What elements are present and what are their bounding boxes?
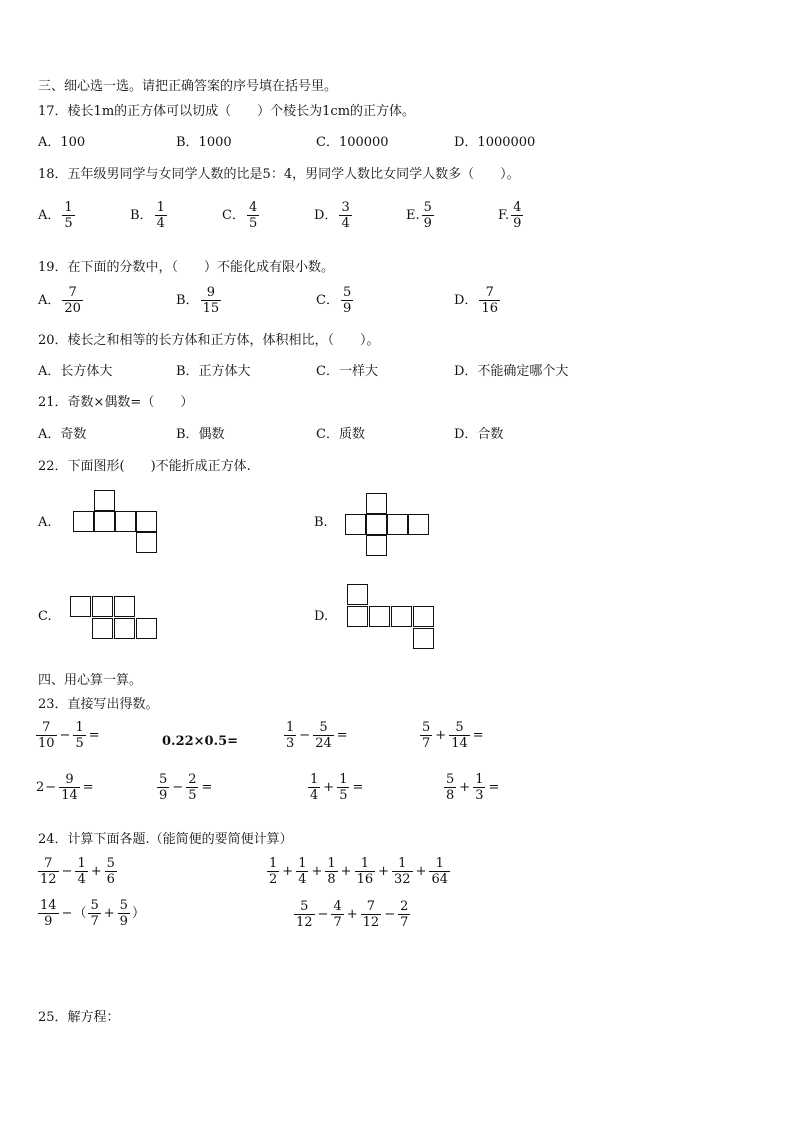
fraction: $\frac{1}{5}$	[339, 772, 348, 803]
fraction: $\frac{7}{16}$	[481, 285, 498, 316]
fraction: $\frac{5}{9}$	[423, 200, 432, 231]
equals-sign: =	[488, 779, 500, 795]
fraction: $\frac{9}{14}$	[61, 772, 78, 803]
operator: −	[172, 779, 184, 795]
fraction: $\frac{1}{4}$	[310, 772, 319, 803]
q22-label-b: B.	[314, 515, 328, 530]
fraction: $\frac{2}{7}$	[400, 899, 409, 930]
fraction: $\frac{5}{9}$	[159, 772, 168, 803]
fraction: $\frac{5}{9}$	[342, 285, 352, 316]
fraction: $\frac{1}{5}$	[64, 200, 73, 231]
operator: +	[459, 779, 471, 795]
q23-expr-5	[36, 773, 95, 802]
q21-option-a: A．奇数	[38, 427, 87, 442]
operator: −	[61, 863, 73, 879]
fraction: $\frac{5}{7}$	[422, 720, 431, 751]
q18-option-f	[498, 201, 525, 230]
option-label: B．	[130, 207, 153, 223]
question-22-stem: 22．下面图形( )不能折成正方体.	[38, 459, 251, 474]
option-label: D．	[314, 207, 338, 223]
q24-expr-1	[36, 857, 119, 886]
fraction: $\frac{1}{5}$	[75, 720, 84, 751]
fraction: $\frac{5}{7}$	[90, 898, 99, 929]
fraction: $\frac{1}{16}$	[356, 856, 374, 887]
q20-option-d: D．不能确定哪个大	[454, 364, 569, 379]
q22-label-c: C.	[38, 609, 52, 624]
operator: +	[282, 863, 294, 879]
q24-expr-4	[292, 900, 412, 929]
fraction: $\frac{2}{5}$	[188, 772, 197, 803]
operator: −	[299, 727, 311, 743]
equals-sign: =	[201, 779, 213, 795]
option-label: F.	[498, 207, 510, 223]
operator: +	[323, 779, 335, 795]
section-3-heading: 三、细心选一选。请把正确答案的序号填在括号里。	[38, 79, 338, 94]
option-label: B．	[176, 292, 199, 308]
operator: −	[59, 727, 71, 743]
option-label: C．	[316, 292, 339, 308]
close-parenthesis: ）	[131, 905, 145, 921]
option-label: A．	[38, 207, 61, 223]
fraction: $\frac{4}{9}$	[513, 200, 522, 231]
q24-expr-2	[265, 857, 452, 886]
fraction: $\frac{1}{32}$	[394, 856, 411, 887]
q24-expr-3	[36, 899, 145, 928]
q17-option-a: A．100	[38, 135, 86, 150]
fraction: $\frac{1}{2}$	[269, 856, 278, 887]
fraction: $\frac{1}{3}$	[286, 720, 295, 751]
q19-option-c	[316, 286, 355, 315]
operator: +	[415, 863, 427, 879]
q21-option-d: D．合数	[454, 427, 504, 442]
open-parenthesis: （	[73, 905, 87, 921]
q23-expr-1	[34, 721, 101, 750]
q18-option-e	[406, 201, 436, 230]
operator: +	[378, 863, 390, 879]
q18-option-b	[130, 201, 169, 230]
q17-option-d: D．1000000	[454, 135, 536, 150]
q20-option-a: A．长方体大	[38, 364, 113, 379]
option-label: D．	[454, 292, 478, 308]
equals-sign: =	[88, 727, 100, 743]
q23-expr-2: 0.22×0.5=	[162, 734, 239, 749]
operator: −	[384, 906, 396, 922]
whole-number: 2	[36, 779, 45, 795]
question-20-stem: 20．棱长之和相等的长方体和正方体，体积相比，（ ）。	[38, 333, 380, 348]
operator: −	[45, 779, 57, 795]
operator: +	[311, 863, 323, 879]
q20-option-c: C．一样大	[316, 364, 378, 379]
fraction: $\frac{7}{12}$	[362, 899, 380, 930]
fraction: $\frac{7}{20}$	[64, 285, 81, 316]
operator: +	[340, 863, 352, 879]
question-18-stem: 18．五年级男同学与女同学人数的比是5：4，男同学人数比女同学人数多（ ）。	[38, 167, 520, 182]
fraction: $\frac{1}{4}$	[77, 856, 86, 887]
equals-sign: =	[352, 779, 364, 795]
fraction: $\frac{1}{64}$	[431, 856, 449, 887]
fraction: $\frac{5}{12}$	[296, 899, 313, 930]
fraction: $\frac{9}{15}$	[202, 285, 220, 316]
operator: −	[61, 905, 73, 921]
fraction: $\frac{1}{4}$	[298, 856, 307, 887]
question-21-stem: 21．奇数×偶数=（ ）	[38, 395, 194, 410]
q23-expr-8	[442, 773, 500, 802]
q18-option-c	[222, 201, 261, 230]
operator: +	[346, 906, 358, 922]
q23-expr-6	[155, 773, 213, 802]
fraction: $\frac{1}{3}$	[475, 772, 484, 803]
q23-expr-4	[418, 721, 485, 750]
q22-label-d: D.	[314, 609, 329, 624]
fraction: $\frac{1}{8}$	[327, 856, 336, 887]
fraction: $\frac{4}{7}$	[333, 899, 342, 930]
fraction: $\frac{1}{4}$	[156, 200, 165, 231]
q19-option-d	[454, 286, 502, 315]
fraction: $\frac{14}{9}$	[40, 898, 57, 929]
q17-option-c: C．100000	[316, 135, 389, 150]
q19-option-b	[176, 286, 223, 315]
section-4-heading: 四、用心算一算。	[38, 673, 143, 688]
q23-expr-3	[282, 721, 349, 750]
q22-label-a: A.	[38, 515, 52, 530]
operator: +	[103, 905, 115, 921]
fraction: $\frac{5}{8}$	[446, 772, 455, 803]
option-label: C．	[222, 207, 245, 223]
fraction: $\frac{7}{12}$	[40, 856, 57, 887]
question-19-stem: 19．在下面的分数中，（ ）不能化成有限小数。	[38, 260, 335, 275]
fraction: $\frac{4}{5}$	[248, 200, 258, 231]
operator: −	[317, 906, 329, 922]
q23-expr-7	[306, 773, 364, 802]
option-label: E.	[406, 207, 420, 223]
question-24-stem: 24．计算下面各题.（能简便的要简便计算）	[38, 832, 293, 847]
operator: +	[435, 727, 447, 743]
fraction: $\frac{5}{14}$	[451, 720, 468, 751]
fraction: $\frac{5}{24}$	[315, 720, 332, 751]
fraction: $\frac{5}{6}$	[106, 856, 115, 887]
equals-sign: =	[336, 727, 348, 743]
q21-option-b: B．偶数	[176, 427, 225, 442]
fraction: $\frac{5}{9}$	[119, 898, 128, 929]
q21-option-c: C．质数	[316, 427, 365, 442]
question-25-stem: 25．解方程：	[38, 1010, 120, 1025]
equals-sign: =	[82, 779, 94, 795]
fraction: $\frac{7}{10}$	[38, 720, 55, 751]
question-23-stem: 23．直接写出得数。	[38, 697, 159, 712]
q18-option-a	[38, 201, 77, 230]
question-17-stem: 17．棱长1m的正方体可以切成（ ）个棱长为1cm的正方体。	[38, 104, 416, 119]
operator: +	[90, 863, 102, 879]
equals-sign: =	[472, 727, 484, 743]
q20-option-b: B．正方体大	[176, 364, 251, 379]
q18-option-d	[314, 201, 354, 230]
q17-option-b: B．1000	[176, 135, 232, 150]
option-label: A．	[38, 292, 61, 308]
q19-option-a	[38, 286, 85, 315]
fraction: $\frac{3}{4}$	[341, 200, 350, 231]
